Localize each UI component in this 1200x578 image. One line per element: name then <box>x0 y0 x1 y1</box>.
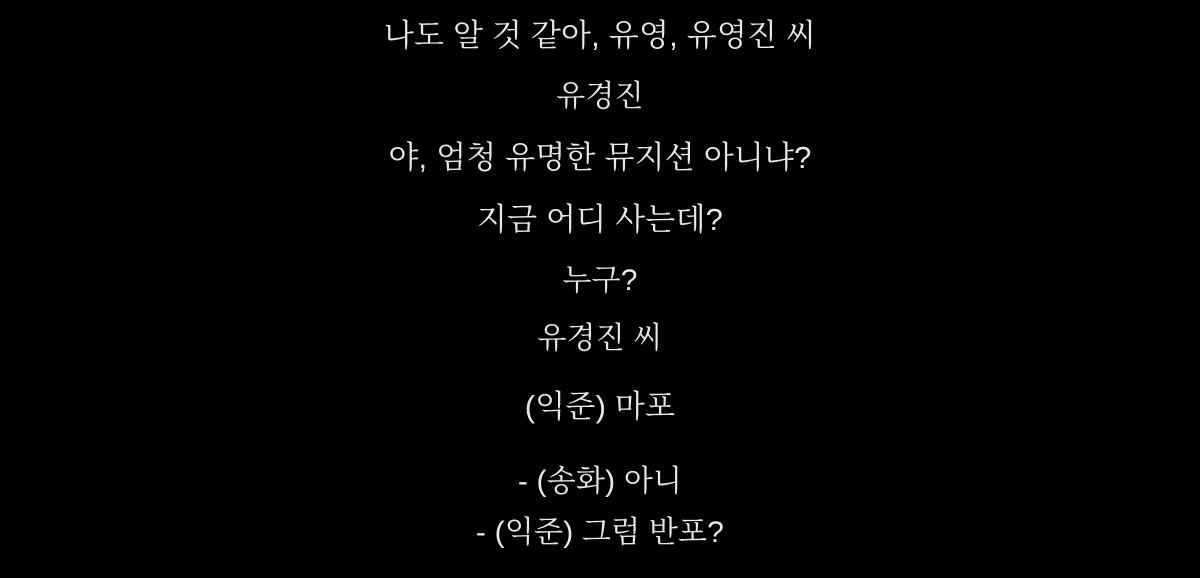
subtitle-line: 유경진 씨 <box>537 322 663 355</box>
subtitle-line: 나도 알 것 같아, 유영, 유영진 씨 <box>383 18 817 53</box>
subtitle-line: 유경진 <box>556 80 644 113</box>
subtitle-line: 누구? <box>562 264 638 297</box>
subtitle-line: (익준) 마포 <box>524 389 676 424</box>
subtitle-line: 야, 엄청 유명한 뮤지션 아니냐? <box>388 140 812 175</box>
subtitle-line: - (익준) 그럼 반포? <box>475 516 725 549</box>
subtitle-line: 지금 어디 사는데? <box>476 202 724 237</box>
subtitle-line: - (송화) 아니 <box>517 465 683 498</box>
